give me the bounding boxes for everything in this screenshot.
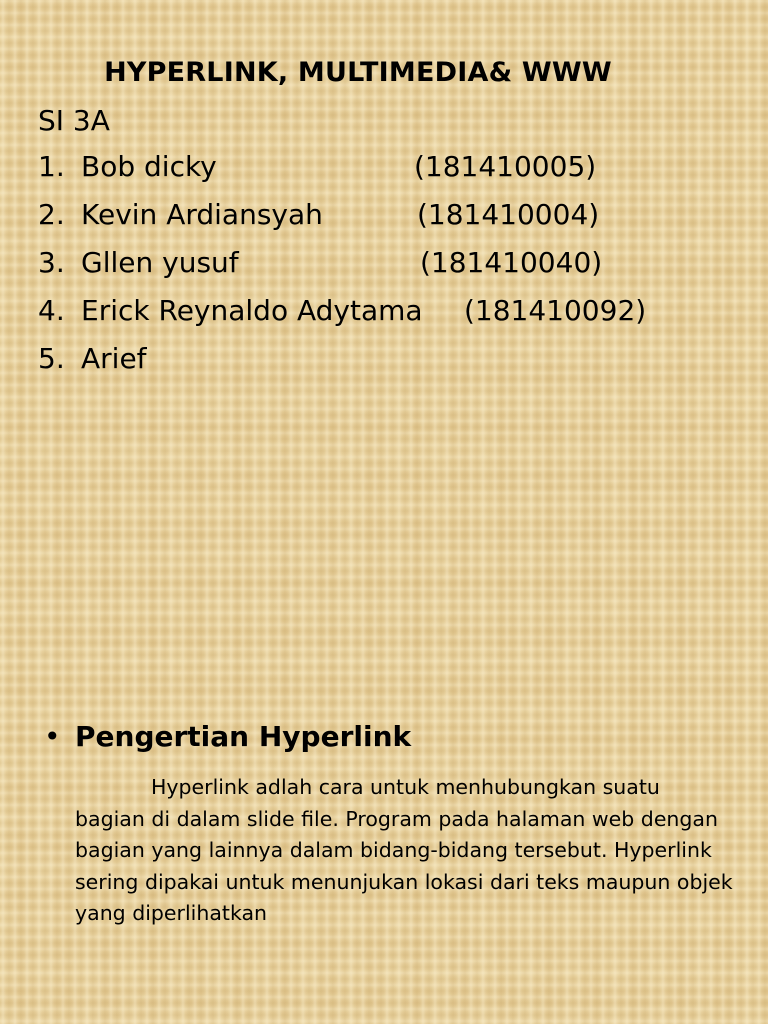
member-row [38, 342, 738, 390]
member-number: 5. [38, 342, 65, 375]
member-number: 2. [38, 198, 65, 231]
member-list [38, 150, 738, 390]
member-number: 4. [38, 294, 65, 327]
member-row [38, 294, 738, 342]
member-id: (181410004) [417, 198, 600, 231]
member-number: 1. [38, 150, 65, 183]
member-name: Kevin Ardiansyah [81, 198, 323, 231]
definition-paragraph: Hyperlink adlah cara untuk menhubungkan suatu bagian di dalam slide file. Program pada halaman web dengan bagian yang lainnya dalam bidang-bidang tersebut. Hyperlink sering dipakai untuk menunjukan lokasi dari teks maupun objek yang diperlihatkan [75, 775, 733, 925]
class-label: SI 3A [38, 104, 110, 137]
member-id: (181410092) [464, 294, 647, 327]
member-number: 3. [38, 246, 65, 279]
member-row [38, 246, 738, 294]
member-name: Bob dicky [81, 150, 217, 183]
member-name: Erick Reynaldo Adytama [81, 294, 423, 327]
member-row [38, 150, 738, 198]
member-name: Arief [81, 342, 147, 375]
bullet-icon: • [44, 720, 61, 753]
slide-title: HYPERLINK, MULTIMEDIA& WWW [104, 57, 612, 88]
member-name: Gllen yusuf [81, 246, 239, 279]
member-id: (181410040) [420, 246, 603, 279]
section-heading: Pengertian Hyperlink [75, 720, 412, 753]
member-id: (181410005) [414, 150, 597, 183]
member-row [38, 198, 738, 246]
